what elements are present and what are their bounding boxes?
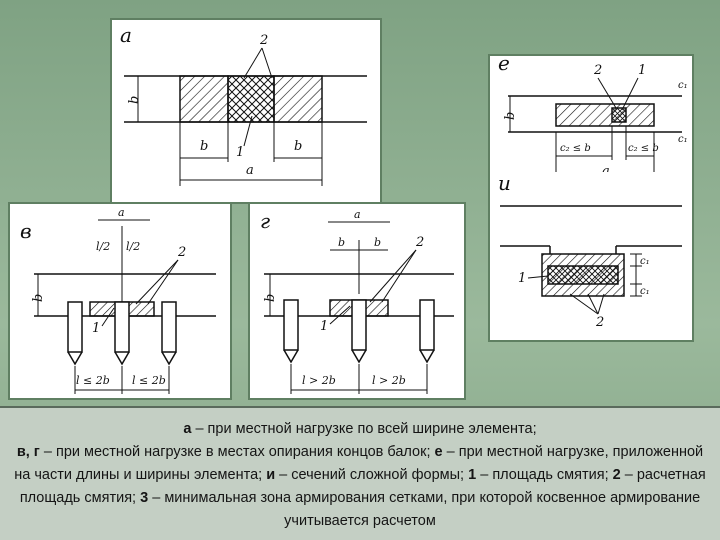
label-c1-bottom: c₁ bbox=[678, 134, 688, 145]
label-2: 2 bbox=[596, 315, 605, 330]
support-center bbox=[115, 302, 129, 352]
panel-letter-i: и bbox=[498, 172, 511, 195]
label-l-right: l > 2b bbox=[372, 374, 406, 387]
label-1: 1 bbox=[320, 319, 329, 334]
caption-key-a: а bbox=[183, 421, 192, 437]
bearing-area bbox=[612, 108, 626, 122]
diagram-v-drawing bbox=[10, 204, 230, 398]
diagram-a-drawing bbox=[112, 20, 380, 202]
label-c2-right: c₂ ≤ b bbox=[628, 143, 659, 154]
caption-key-1: 1 bbox=[468, 467, 477, 483]
label-l2-right: l/2 bbox=[126, 240, 141, 253]
label-c1-bottom: c₁ bbox=[640, 286, 650, 297]
panel-letter-g: г bbox=[260, 209, 271, 233]
label-b-right: b bbox=[374, 236, 382, 249]
support-left bbox=[284, 300, 298, 350]
design-area-right bbox=[274, 76, 322, 122]
label-2: 2 bbox=[260, 33, 269, 48]
label-b-side: b bbox=[31, 293, 46, 302]
label-b-side: b bbox=[503, 111, 518, 120]
caption-text-2: – расчетная площадь смятия; bbox=[19, 467, 706, 506]
caption-key-2: 2 bbox=[612, 467, 621, 483]
label-c1-top: c₁ bbox=[678, 80, 688, 91]
panel-letter-e: е bbox=[498, 56, 510, 75]
panel-letter-v: в bbox=[20, 219, 32, 243]
bearing-area bbox=[548, 266, 618, 284]
support-center bbox=[352, 300, 366, 350]
label-a: a bbox=[354, 208, 361, 221]
label-b-side: b bbox=[127, 95, 142, 104]
label-a: a bbox=[246, 163, 254, 178]
label-l-left: l ≤ 2b bbox=[76, 374, 110, 387]
label-b-side: b bbox=[263, 293, 278, 302]
caption-text-e: – при местной нагрузке, приложенной на части длины и ширины элемента; bbox=[14, 444, 704, 483]
label-c1-top: c₁ bbox=[640, 256, 650, 267]
panel-letter-a: а bbox=[120, 23, 132, 47]
caption-text-i: – сечений сложной формы; bbox=[275, 467, 469, 483]
label-2: 2 bbox=[416, 235, 425, 250]
support-right bbox=[162, 302, 176, 352]
bearing-area bbox=[228, 76, 274, 122]
diagram-panel-v bbox=[8, 202, 232, 400]
caption-key-i: и bbox=[266, 467, 276, 483]
label-1: 1 bbox=[518, 271, 527, 286]
label-1: 1 bbox=[638, 63, 647, 78]
diagram-i-drawing bbox=[490, 172, 692, 338]
caption-text-1: – площадь смятия; bbox=[476, 467, 613, 483]
label-b-left: b bbox=[200, 139, 209, 154]
support-right bbox=[420, 300, 434, 350]
label-l-left: l > 2b bbox=[302, 374, 336, 387]
label-b-right: b bbox=[294, 139, 303, 154]
caption-key-3: 3 bbox=[140, 490, 149, 506]
diagram-panel-g bbox=[248, 202, 466, 400]
diagram-panel-a bbox=[110, 18, 382, 204]
label-a: a bbox=[118, 206, 125, 219]
design-area-left bbox=[180, 76, 228, 122]
diagram-panel-i bbox=[488, 172, 694, 342]
caption-key-e: е bbox=[434, 444, 443, 460]
figure-caption bbox=[0, 406, 720, 540]
label-b-left: b bbox=[338, 236, 346, 249]
design-area bbox=[556, 104, 654, 126]
label-1: 1 bbox=[92, 321, 101, 336]
label-2: 2 bbox=[178, 245, 187, 260]
label-l-right: l ≤ 2b bbox=[132, 374, 166, 387]
caption-text-3: – минимальная зона армирования сетками, при которой косвенное армирование учитывается расчетом bbox=[148, 490, 701, 529]
label-c2-left: c₂ ≤ b bbox=[560, 143, 591, 154]
label-l2-left: l/2 bbox=[96, 240, 111, 253]
label-2: 2 bbox=[594, 63, 603, 78]
caption-text-v-g: – при местной нагрузке в местах опирания концов балок; bbox=[39, 444, 435, 460]
caption-key-v-g: в, г bbox=[16, 444, 40, 460]
support-left bbox=[68, 302, 82, 352]
caption-text-a: – при местной нагрузке по всей ширине элемента; bbox=[191, 421, 537, 437]
label-1: 1 bbox=[236, 145, 245, 160]
diagram-g-drawing bbox=[250, 204, 464, 398]
